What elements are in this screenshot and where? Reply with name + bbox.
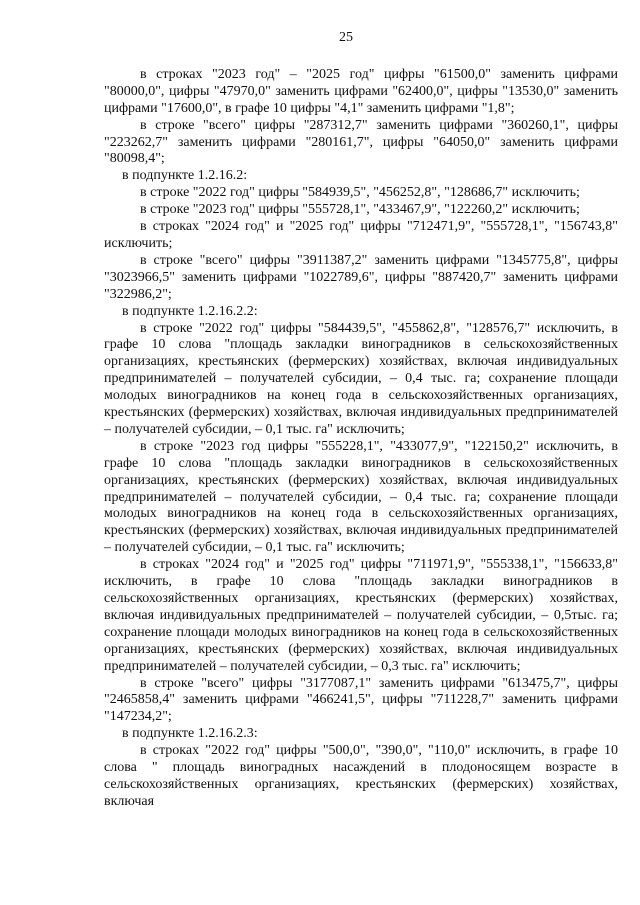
paragraph-2023-vineyards: в строке "2023 год цифры "555228,1", "433077,9", "122150,2" исключить, в графе 10 слова "площадь закладки виноградников в сельскохозяйственных организациях, крестьянских (фермерских) хозяйствах, включая индивидуальных предпринимателей – получателей субсидии, – 0,4 тыс. га; сохранение площади молодых виноградников на конец года в сельскохозяйственных организациях, крестьянских (фермерских) хозяйствах, включая индивидуальных предпринимателей – получателей субсидии, – 0,1 тыс. га" исключить; <box>104 438 618 556</box>
paragraph-total-values: в строке "всего" цифры "287312,7" заменить цифрами "360260,1", цифры "223262,7" заменить цифрами "280161,7", цифры "64050,0" заменить цифрами "80098,4"; <box>104 117 618 167</box>
paragraph-2024-2025-exclude: в строках "2024 год" и "2025 год" цифры "712471,9", "555728,1", "156743,8" исключить; <box>104 219 618 251</box>
paragraph-2023-exclude: в строке "2023 год" цифры "555728,1", "433467,9", "122260,2" исключить; <box>140 202 580 218</box>
paragraph-2023-2025-values: в строках "2023 год" – "2025 год" цифры "61500,0" заменить цифрами "80000,0", цифры "47970,0" заменить цифрами "62400,0", цифры "13530,0" заменить цифрами "17600,0", в графе 10 цифры "4,1" заменить цифрами "1,8"; <box>104 66 618 116</box>
paragraph-2022-vineyards: в строке "2022 год" цифры "584439,5", "455862,8", "128576,7" исключить, в графе 10 слова "площадь закладки виноградников в сельскохозяйственных организациях, крестьянских (фермерских) хозяйствах, включая индивидуальных предпринимателей – получателей субсидии, – 0,4 тыс. га; сохранение площади молодых виноградников на конец года в сельскохозяйственных организациях, крестьянских (фермерских) хозяйствах, включая индивидуальных предпринимателей – получателей субсидии, – 0,1 тыс. га" исключить; <box>104 320 618 437</box>
page-number: 25 <box>339 30 353 45</box>
subsection-heading-1-2-16-2-3: в подпункте 1.2.16.2.3: <box>122 726 258 742</box>
subsection-heading-1-2-16-2-2: в подпункте 1.2.16.2.2: <box>122 303 258 319</box>
paragraph-total-vineyards: в строке "всего" цифры "3177087,1" заменить цифрами "613475,7", цифры "2465858,4" заменить цифрами "466241,5", цифры "711228,7" заменить цифрами "147234,2"; <box>104 675 618 725</box>
paragraph-total-replace: в строке "всего" цифры "3911387,2" заменить цифрами "1345775,8", цифры "3023966,5" заменить цифрами "1022789,6", цифры "887420,7" заменить цифрами "322986,2"; <box>104 252 618 302</box>
paragraph-2024-2025-vineyards: в строках "2024 год" и "2025 год" цифры "711971,9", "555338,1", "156633,8" исключить, в графе 10 слова "площадь закладки виноградников в сельскохозяйственных организациях, крестьянских (фермерских) хозяйствах, включая индивидуальных предпринимателей – получателей субсидии, – 0,5тыс. га; сохранение площади молодых виноградников на конец года в сельскохозяйственных организациях, крестьянских (фермерских) хозяйствах, включая индивидуальных предпринимателей – получателей субсидии, – 0,3 тыс. га" исключить; <box>104 557 618 674</box>
paragraph-2022-exclude: в строке "2022 год" цифры "584939,5", "456252,8", "128686,7" исключить; <box>140 185 580 201</box>
subsection-heading-1-2-16-2: в подпункте 1.2.16.2: <box>122 168 248 184</box>
paragraph-2022-fruiting-vineyards: в строках "2022 год" цифры "500,0", "390,0", "110,0" исключить, в графе 10 слова " площадь виноградных насаждений в плодоносящем возрасте в сельскохозяйственных организациях, крестьянских (фермерских) хозяйствах, включая <box>104 743 618 809</box>
